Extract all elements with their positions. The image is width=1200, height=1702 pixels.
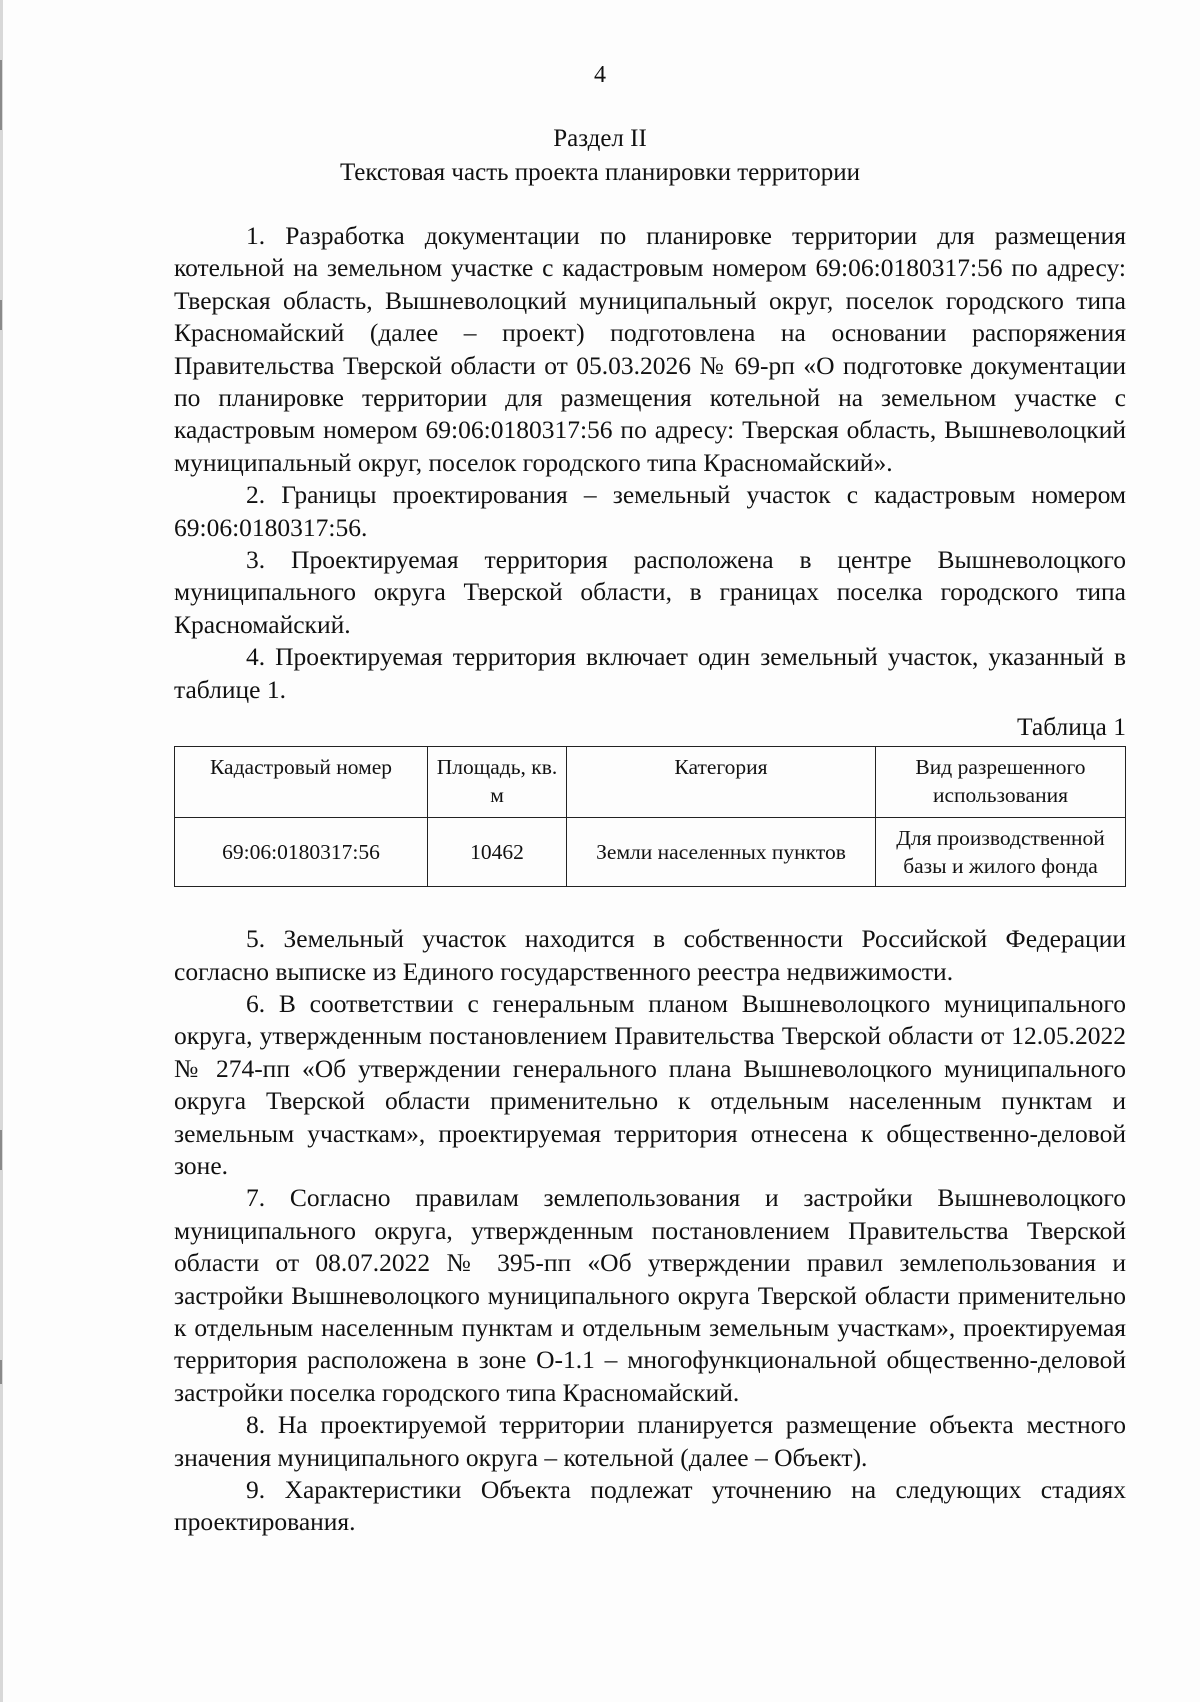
scan-artifact: [0, 300, 2, 330]
document-body: [174, 220, 1126, 1539]
paragraph-2: 2. Границы проектирования – земельный участок с кадастровым номером 69:06:0180317:56.: [174, 480, 1126, 542]
scan-artifact: [0, 1360, 2, 1384]
section-title: Раздел II: [553, 125, 647, 152]
table-header-row: [175, 747, 1126, 818]
scan-edge: [0, 0, 3, 1702]
table-caption: Таблица 1: [1016, 712, 1126, 742]
cell-permitted-use: Для производственной базы и жилого фонда: [876, 818, 1126, 887]
paragraph-1: 1. Разработка документации по планировке территории для размещения котельной на земельном участке с кадастровым номером 69:06:0180317:56 по адресу: Тверская область, Вышневолоцкий муниципальный округ, поселок городского типа Красномайский (далее – проект) подготовлена на основании распоряжения Правительства Тверской области от 05.03.2026 № 69-рп «О подготовке документации по планировке территории для размещения котельной на земельном участке с кадастровым номером 69:06:0180317:56 по адресу: Тверская область, Вышневолоцкий муниципальный округ, поселок городского типа Красномайский».: [174, 221, 1126, 477]
scan-artifact: [0, 1130, 2, 1170]
header-permitted-use: Вид разрешенного использования: [876, 747, 1126, 818]
cell-category: Земли населенных пунктов: [567, 818, 876, 887]
cell-area: 10462: [428, 818, 567, 887]
paragraph-4: 4. Проектируемая территория включает один земельный участок, указанный в таблице 1.: [174, 642, 1126, 704]
cell-cadastral-number: 69:06:0180317:56: [175, 818, 428, 887]
header-area: Площадь, кв. м: [428, 747, 567, 818]
land-plot-table: [174, 746, 1126, 887]
section-subtitle: Текстовая часть проекта планировки территории: [339, 159, 860, 186]
paragraph-5: 5. Земельный участок находится в собственности Российской Федерации согласно выписке из Единого государственного реестра недвижимости.: [174, 924, 1126, 986]
header-category: Категория: [567, 747, 876, 818]
table-row: [175, 818, 1126, 887]
paragraph-3: 3. Проектируемая территория расположена в центре Вышневолоцкого муниципального округа Тверской области, в границах поселка городского типа Красномайский.: [174, 545, 1126, 639]
header-cadastral-number: Кадастровый номер: [175, 747, 428, 818]
paragraph-6: 6. В соответствии с генеральным планом Вышневолоцкого муниципального округа, утвержденным постановлением Правительства Тверской области от 12.05.2022 № 274-пп «Об утверждении генерального плана Вышневолоцкого муниципального округа Тверской области применительно к отдельным населенным пунктам и земельным участкам», проектируемая территория отнесена к общественно-деловой зоне.: [174, 988, 1126, 1180]
page-number: 4: [594, 62, 606, 88]
paragraph-7: 7. Согласно правилам землепользования и застройки Вышневолоцкого муниципального округа, утвержденным постановлением Правительства Тверской области от 08.07.2022 № 395-пп «Об утверждении правил землепользования и застройки Вышневолоцкого муниципального округа Тверской области применительно к отдельным населенным пунктам и отдельным земельным участкам», проектируемая территория расположена в зоне О-1.1 – многофункциональной общественно-деловой застройки поселка городского типа Красномайский.: [174, 1183, 1126, 1407]
paragraph-8: 8. На проектируемой территории планируется размещение объекта местного значения муниципального округа – котельной (далее – Объект).: [174, 1410, 1126, 1472]
paragraph-9: 9. Характеристики Объекта подлежат уточнению на следующих стадиях проектирования.: [174, 1475, 1126, 1537]
